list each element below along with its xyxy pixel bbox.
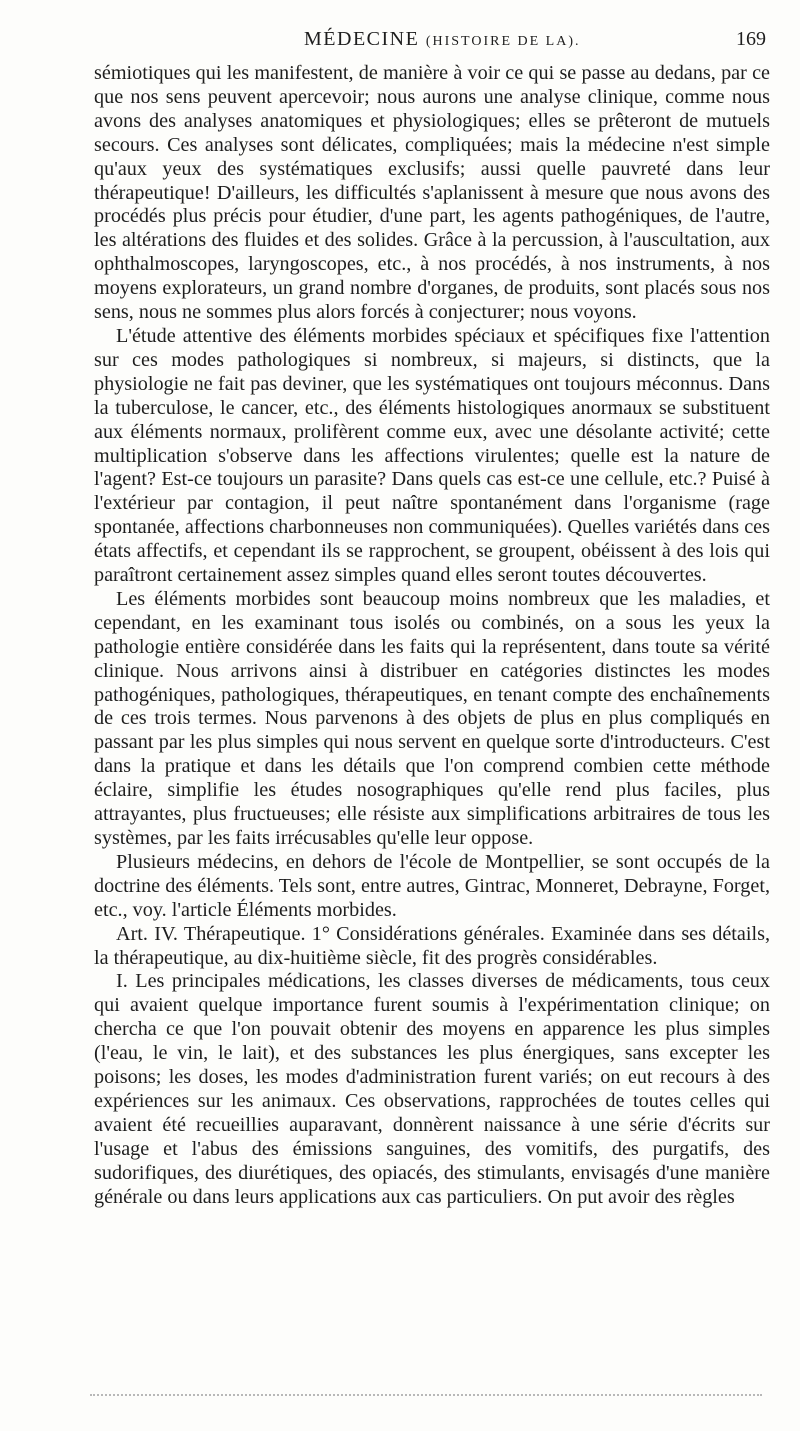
paragraph: I. Les principales médications, les classes diverses de médicaments, tous ceux qui avaient quelque importance furent soumis à l'expérimentation clinique; on chercha ce que l'on pouvait obtenir des moyens en apparence les plus simples (l'eau, le vin, le lait), et des substances les plus énergiques, sans excepter les poisons; les doses, les modes d'administration furent variés; on eut recours à des expériences sur les animaux. Ces observations, rapprochées de toutes celles qui avaient été recueillies auparavant, donnèrent naissance à une série d'écrits sur l'usage et l'abus des émissions sanguines, des vomitifs, des purgatifs, des sudorifiques, des diurétiques, des opiacés, des stimulants, envisagés d'une manière générale ou dans leurs applications aux cas particuliers. On put avoir des règles xyxy=(94,970,770,1208)
paragraph: L'étude attentive des éléments morbides spéciaux et spécifiques fixe l'attention sur ces modes pathologiques si nombreux, si majeurs, si distincts, que la physiologie ne fait pas deviner, que les systématiques ont toujours méconnus. Dans la tuberculose, le cancer, etc., des éléments histologiques anormaux se substituent aux éléments normaux, prolifèrent comme eux, avec une désolante activité; cette multiplication s'observe dans les affections virulentes; quelle est la nature de l'agent? Est-ce toujours un parasite? Dans quels cas est-ce une cellule, etc.? Puisé à l'extérieur par contagion, il peut naître spontanément dans l'organisme (rage spontanée, affections charbonneuses non communiquées). Quelles variétés dans ces états affectifs, et cependant ils se rapprochent, se groupent, obéissent à des lois qui paraîtront certainement assez simples quand elles seront toutes découvertes. xyxy=(94,324,770,587)
header-title: MÉDECINE xyxy=(304,28,420,50)
paragraph: Plusieurs médecins, en dehors de l'école de Montpellier, se sont occupés de la doctrine des éléments. Tels sont, entre autres, Gintrac, Monneret, Debrayne, Forget, etc., voy. l'article Éléments morbides. xyxy=(94,850,770,921)
paragraph-article-heading: Art. IV. Thérapeutique. 1° Considérations générales. Examinée dans ses détails, la thérapeutique, au dix-huitième siècle, fit des progrès considérables. xyxy=(94,922,770,969)
header-subtitle: (HISTOIRE DE LA). xyxy=(425,34,581,49)
page-number: 169 xyxy=(736,28,766,50)
paragraph: Les éléments morbides sont beaucoup moins nombreux que les maladies, et cependant, en les examinant tous isolés ou combinés, on a sous les yeux la pathologie entière considérée dans les faits qui la représentent, dans toute sa vérité clinique. Nous arrivons ainsi à distribuer en catégories distinctes les modes pathogéniques, pathologiques, thérapeutiques, en tenant compte des enchaînements de ces trois termes. Nous parvenons à des objets de plus en plus compliqués en passant par les plus simples qui nous servent en quelque sorte d'introducteurs. C'est dans la pratique et dans les détails que l'on comprend combien cette méthode éclaire, simplifie les études nosographiques qu'elle rend plus faciles, plus attrayantes, plus fructueuses; elle résiste aux simplifications arbitraires de tous les systèmes, par les faits irrécusables qu'elle leur oppose. xyxy=(94,587,770,849)
header-title-group xyxy=(304,28,581,51)
running-header xyxy=(94,28,766,58)
bleed-through-line xyxy=(90,1394,762,1396)
body-text xyxy=(94,62,770,1210)
paragraph-continuation: sémiotiques qui les manifestent, de manière à voir ce qui se passe au dedans, par ce que nos sens peuvent apercevoir; nous aurons une analyse clinique, comme nous avons des analyses anatomiques et physiologiques; elles se prêteront de mutuels secours. Ces analyses sont délicates, compliquées; mais la médecine n'est simple qu'aux yeux des systématiques exclusifs; aussi quelle pauvreté dans leur thérapeutique! D'ailleurs, les difficultés s'aplanissent à mesure que nous avons des procédés plus précis pour étudier, d'une part, les agents pathogéniques, de l'autre, les altérations des fluides et des solides. Grâce à la percussion, à l'auscultation, aux ophthalmoscopes, laryngoscopes, etc., à nos procédés, à nos instruments, à nos moyens explorateurs, un grand nombre d'organes, de produits, sont placés sous nos sens, nous ne sommes plus alors forcés à conjecturer; nous voyons. xyxy=(94,62,770,324)
